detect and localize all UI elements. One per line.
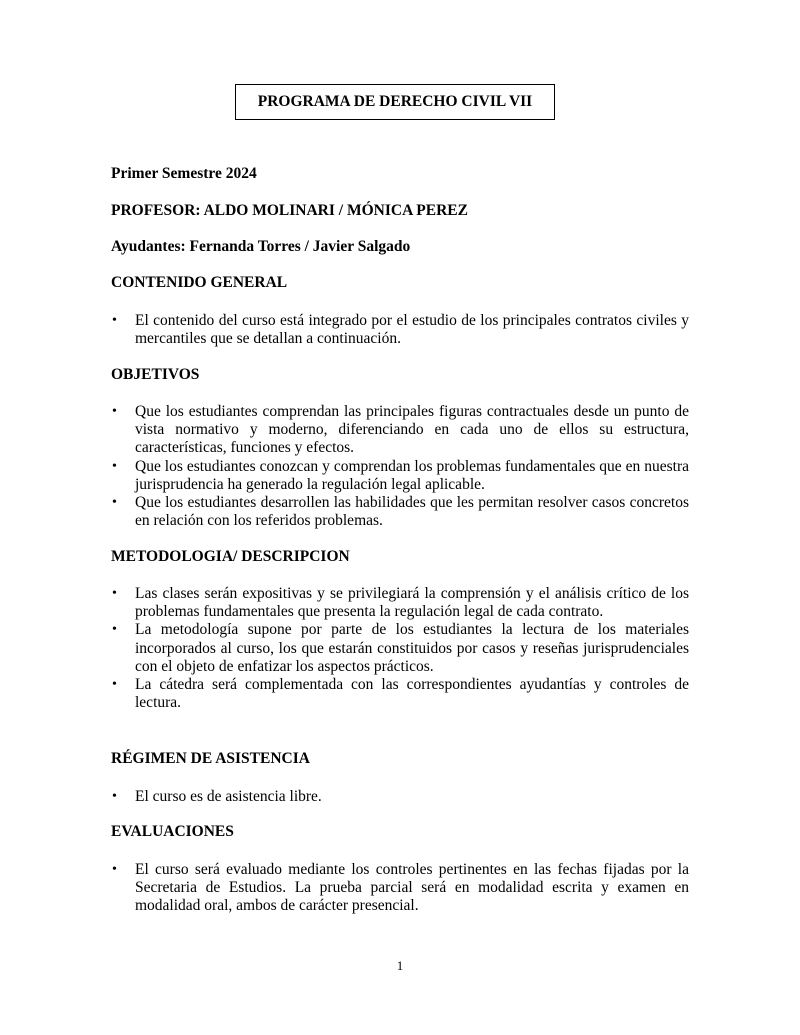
list-item: • El curso es de asistencia libre.	[112, 788, 322, 805]
heading-objetivos: OBJETIVOS	[111, 366, 200, 383]
bullet-icon: •	[112, 789, 117, 804]
list-item: • Que los estudiantes comprendan las principales figuras contractuales desde un punto de vista normativo y moderno, diferenciando en cada uno de ellos su estructura, características, funciones y efectos.	[112, 403, 689, 457]
heading-evaluaciones: EVALUACIONES	[111, 823, 234, 840]
bullet-icon: •	[112, 313, 117, 328]
list-item: • El curso será evaluado mediante los controles pertinentes en las fechas fijadas por la Secretaria de Estudios. La prueba parcial será en modalidad escrita y examen en modalidad oral, ambos de carácter presencial.	[112, 861, 689, 915]
list-item: • Que los estudiantes desarrollen las habilidades que les permitan resolver casos concretos en relación con los referidos problemas.	[112, 494, 689, 530]
heading-contenido-general: CONTENIDO GENERAL	[111, 274, 288, 291]
list-item: • Que los estudiantes conozcan y comprendan los problemas fundamentales que en nuestra jurisprudencia ha generado la regulación legal aplicable.	[112, 457, 689, 493]
list-contenido-general	[111, 312, 689, 348]
list-objetivos	[111, 403, 689, 530]
list-item: • El contenido del curso está integrado por el estudio de los principales contratos civiles y mercantiles que se detallan a continuación.	[112, 312, 689, 348]
list-evaluaciones	[111, 861, 689, 916]
heading-metodologia: METODOLOGIA/ DESCRIPCION	[111, 548, 350, 565]
bullet-icon: •	[112, 677, 117, 693]
bullet-icon: •	[112, 586, 117, 601]
bullet-icon: •	[112, 862, 117, 877]
bullet-icon: •	[112, 404, 117, 419]
list-item: • La metodología supone por parte de los estudiantes la lectura de los materiales incorporados al curso, los que estarán constituidos por casos y reseñas jurisprudenciales con el objeto de enfatizar los aspectos prácticos.	[112, 621, 689, 675]
list-asistencia	[111, 788, 689, 806]
list-item: • Las clases serán expositivas y se privilegiará la comprensión y el análisis crítico de los problemas fundamentales que presenta la regulación legal de cada contrato.	[112, 585, 689, 621]
semester-label: Primer Semestre 2024	[111, 165, 257, 182]
page-number: 1	[396, 958, 404, 973]
bullet-icon: •	[112, 495, 117, 511]
heading-asistencia: RÉGIMEN DE ASISTENCIA	[111, 750, 310, 767]
document-title: PROGRAMA DE DERECHO CIVIL VII	[235, 84, 555, 120]
professor-label: PROFESOR: ALDO MOLINARI / MÓNICA PEREZ	[111, 202, 468, 219]
assistants-label: Ayudantes: Fernanda Torres / Javier Salgado	[111, 238, 411, 255]
list-metodologia	[111, 585, 689, 712]
list-item: • La cátedra será complementada con las correspondientes ayudantías y controles de lectura.	[112, 676, 689, 712]
bullet-icon: •	[112, 622, 117, 638]
bullet-icon: •	[112, 458, 117, 474]
